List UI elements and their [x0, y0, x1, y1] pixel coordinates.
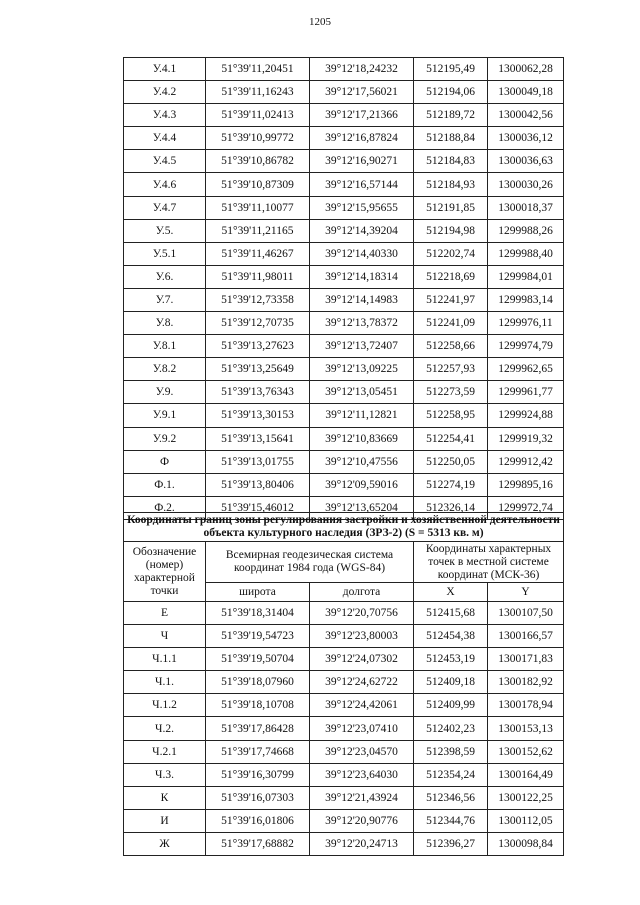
boundary-coordinates-table-continued — [123, 57, 564, 520]
x-coordinate-cell: 512354,24 — [414, 763, 488, 786]
y-coordinate-cell: 1299924,88 — [488, 404, 564, 427]
table-row — [124, 335, 564, 358]
point-id-cell: У.9. — [124, 381, 206, 404]
longitude-cell: 39°12'23,64030 — [310, 763, 414, 786]
x-coordinate-cell: 512258,95 — [414, 404, 488, 427]
y-coordinate-cell: 1299988,40 — [488, 242, 564, 265]
x-coordinate-cell: 512189,72 — [414, 104, 488, 127]
x-coordinate-cell: 512402,23 — [414, 717, 488, 740]
latitude-cell: 51°39'13,27623 — [206, 335, 310, 358]
longitude-cell: 39°12'10,47556 — [310, 450, 414, 473]
point-id-cell: У.9.1 — [124, 404, 206, 427]
point-id-cell: У.4.4 — [124, 127, 206, 150]
longitude-cell: 39°12'18,24232 — [310, 58, 414, 81]
latitude-cell: 51°39'10,87309 — [206, 173, 310, 196]
y-coordinate-cell: 1300164,49 — [488, 763, 564, 786]
table-row — [124, 196, 564, 219]
table-row — [124, 127, 564, 150]
latitude-cell: 51°39'10,99772 — [206, 127, 310, 150]
x-coordinate-cell: 512274,19 — [414, 473, 488, 496]
latitude-cell: 51°39'17,68882 — [206, 832, 310, 855]
longitude-cell: 39°12'20,70756 — [310, 602, 414, 625]
y-coordinate-cell: 1300178,94 — [488, 694, 564, 717]
y-coordinate-cell: 1299988,26 — [488, 219, 564, 242]
latitude-cell: 51°39'11,02413 — [206, 104, 310, 127]
point-id-cell: У.6. — [124, 265, 206, 288]
longitude-cell: 39°12'23,04570 — [310, 740, 414, 763]
latitude-cell: 51°39'19,50704 — [206, 648, 310, 671]
latitude-cell: 51°39'18,31404 — [206, 602, 310, 625]
table-row — [124, 450, 564, 473]
table-row — [124, 427, 564, 450]
longitude-cell: 39°12'15,95655 — [310, 196, 414, 219]
y-coordinate-cell: 1300166,57 — [488, 625, 564, 648]
x-coordinate-cell: 512257,93 — [414, 358, 488, 381]
latitude-cell: 51°39'16,30799 — [206, 763, 310, 786]
x-header: X — [414, 583, 488, 602]
zrz2-coordinates-table — [123, 512, 564, 856]
point-id-cell: Ф.1. — [124, 473, 206, 496]
table-row — [124, 473, 564, 496]
latitude-cell: 51°39'18,07960 — [206, 671, 310, 694]
y-coordinate-cell: 1299962,65 — [488, 358, 564, 381]
point-id-cell: У.4.5 — [124, 150, 206, 173]
y-coordinate-cell: 1300042,56 — [488, 104, 564, 127]
longitude-cell: 39°12'11,12821 — [310, 404, 414, 427]
y-coordinate-cell: 1299919,32 — [488, 427, 564, 450]
x-coordinate-cell: 512415,68 — [414, 602, 488, 625]
x-coordinate-cell: 512454,38 — [414, 625, 488, 648]
y-coordinate-cell: 1299895,16 — [488, 473, 564, 496]
latitude-cell: 51°39'17,86428 — [206, 717, 310, 740]
y-coordinate-cell: 1300049,18 — [488, 81, 564, 104]
x-coordinate-cell: 512258,66 — [414, 335, 488, 358]
longitude-cell: 39°12'17,56021 — [310, 81, 414, 104]
table-row — [124, 694, 564, 717]
point-id-cell: У.4.3 — [124, 104, 206, 127]
point-id-cell: Ч — [124, 625, 206, 648]
longitude-cell: 39°12'20,90776 — [310, 809, 414, 832]
longitude-cell: 39°12'14,18314 — [310, 265, 414, 288]
latitude-cell: 51°39'13,01755 — [206, 450, 310, 473]
y-coordinate-cell: 1300122,25 — [488, 786, 564, 809]
longitude-cell: 39°12'24,62722 — [310, 671, 414, 694]
point-id-cell: Ф.2. — [124, 496, 206, 519]
latitude-cell: 51°39'12,70735 — [206, 312, 310, 335]
table-row — [124, 809, 564, 832]
y-header: Y — [488, 583, 564, 602]
latitude-cell: 51°39'16,07303 — [206, 786, 310, 809]
x-coordinate-cell: 512241,09 — [414, 312, 488, 335]
table-row — [124, 288, 564, 311]
table-row — [124, 219, 564, 242]
latitude-cell: 51°39'17,74668 — [206, 740, 310, 763]
x-coordinate-cell: 512409,99 — [414, 694, 488, 717]
table-row — [124, 671, 564, 694]
point-id-cell: У.7. — [124, 288, 206, 311]
latitude-cell: 51°39'16,01806 — [206, 809, 310, 832]
longitude-cell: 39°12'17,21366 — [310, 104, 414, 127]
longitude-cell: 39°12'21,43924 — [310, 786, 414, 809]
table-body — [124, 58, 564, 520]
point-id-cell: Ч.1.1 — [124, 648, 206, 671]
y-coordinate-cell: 1300112,05 — [488, 809, 564, 832]
point-id-cell: У.5. — [124, 219, 206, 242]
table-row — [124, 404, 564, 427]
point-id-cell: У.5.1 — [124, 242, 206, 265]
y-coordinate-cell: 1299972,74 — [488, 496, 564, 519]
longitude-cell: 39°12'13,65204 — [310, 496, 414, 519]
y-coordinate-cell: 1300062,28 — [488, 58, 564, 81]
y-coordinate-cell: 1299912,42 — [488, 450, 564, 473]
longitude-cell: 39°12'14,14983 — [310, 288, 414, 311]
latitude-cell: 51°39'12,73358 — [206, 288, 310, 311]
x-coordinate-cell: 512453,19 — [414, 648, 488, 671]
x-coordinate-cell: 512254,41 — [414, 427, 488, 450]
x-coordinate-cell: 512346,56 — [414, 786, 488, 809]
longitude-cell: 39°12'13,78372 — [310, 312, 414, 335]
table-row — [124, 740, 564, 763]
latitude-cell: 51°39'11,10077 — [206, 196, 310, 219]
latitude-cell: 51°39'11,20451 — [206, 58, 310, 81]
y-coordinate-cell: 1300107,50 — [488, 602, 564, 625]
x-coordinate-cell: 512241,97 — [414, 288, 488, 311]
y-coordinate-cell: 1300152,62 — [488, 740, 564, 763]
latitude-cell: 51°39'13,80406 — [206, 473, 310, 496]
table-row — [124, 104, 564, 127]
x-coordinate-cell: 512184,83 — [414, 150, 488, 173]
point-id-cell: Ч.3. — [124, 763, 206, 786]
x-coordinate-cell: 512188,84 — [414, 127, 488, 150]
table-row — [124, 173, 564, 196]
x-coordinate-cell: 512191,85 — [414, 196, 488, 219]
point-id-cell: У.8.2 — [124, 358, 206, 381]
table-row — [124, 625, 564, 648]
latitude-cell: 51°39'13,30153 — [206, 404, 310, 427]
wgs84-header: Всемирная геодезическая система координат 1984 года (WGS-84) — [206, 542, 414, 583]
point-id-cell: У.8. — [124, 312, 206, 335]
latitude-cell: 51°39'13,25649 — [206, 358, 310, 381]
point-id-cell: Ф — [124, 450, 206, 473]
y-coordinate-cell: 1300182,92 — [488, 671, 564, 694]
point-id-cell: И — [124, 809, 206, 832]
point-id-cell: У.8.1 — [124, 335, 206, 358]
longitude-cell: 39°12'13,05451 — [310, 381, 414, 404]
table-row — [124, 648, 564, 671]
longitude-cell: 39°12'09,59016 — [310, 473, 414, 496]
x-coordinate-cell: 512218,69 — [414, 265, 488, 288]
longitude-cell: 39°12'16,90271 — [310, 150, 414, 173]
page-number: 1205 — [309, 16, 331, 28]
latitude-cell: 51°39'18,10708 — [206, 694, 310, 717]
x-coordinate-cell: 512398,59 — [414, 740, 488, 763]
table-row — [124, 786, 564, 809]
x-coordinate-cell: 512194,06 — [414, 81, 488, 104]
table-row — [124, 58, 564, 81]
point-id-cell: Ч.1.2 — [124, 694, 206, 717]
longitude-cell: 39°12'20,24713 — [310, 832, 414, 855]
table-row — [124, 717, 564, 740]
point-id-cell: Ж — [124, 832, 206, 855]
point-designation-header: Обозначение (номер) характерной точки — [124, 542, 206, 602]
table-row — [124, 242, 564, 265]
latitude-cell: 51°39'11,98011 — [206, 265, 310, 288]
longitude-cell: 39°12'16,87824 — [310, 127, 414, 150]
x-coordinate-cell: 512396,27 — [414, 832, 488, 855]
y-coordinate-cell: 1300171,83 — [488, 648, 564, 671]
y-coordinate-cell: 1300153,13 — [488, 717, 564, 740]
x-coordinate-cell: 512344,76 — [414, 809, 488, 832]
table-row — [124, 81, 564, 104]
x-coordinate-cell: 512184,93 — [414, 173, 488, 196]
latitude-cell: 51°39'11,46267 — [206, 242, 310, 265]
longitude-cell: 39°12'16,57144 — [310, 173, 414, 196]
y-coordinate-cell: 1299984,01 — [488, 265, 564, 288]
y-coordinate-cell: 1299974,79 — [488, 335, 564, 358]
y-coordinate-cell: 1300098,84 — [488, 832, 564, 855]
latitude-header: широта — [206, 583, 310, 602]
longitude-cell: 39°12'13,09225 — [310, 358, 414, 381]
latitude-cell: 51°39'19,54723 — [206, 625, 310, 648]
point-id-cell: Е — [124, 602, 206, 625]
y-coordinate-cell: 1300036,63 — [488, 150, 564, 173]
point-id-cell: У.4.1 — [124, 58, 206, 81]
latitude-cell: 51°39'15,46012 — [206, 496, 310, 519]
longitude-cell: 39°12'14,40330 — [310, 242, 414, 265]
x-coordinate-cell: 512409,18 — [414, 671, 488, 694]
table-row — [124, 265, 564, 288]
latitude-cell: 51°39'11,21165 — [206, 219, 310, 242]
longitude-cell: 39°12'14,39204 — [310, 219, 414, 242]
table-row — [124, 358, 564, 381]
point-id-cell: У.4.7 — [124, 196, 206, 219]
x-coordinate-cell: 512250,05 — [414, 450, 488, 473]
x-coordinate-cell: 512326,14 — [414, 496, 488, 519]
y-coordinate-cell: 1299961,77 — [488, 381, 564, 404]
x-coordinate-cell: 512195,49 — [414, 58, 488, 81]
latitude-cell: 51°39'13,76343 — [206, 381, 310, 404]
longitude-cell: 39°12'23,80003 — [310, 625, 414, 648]
point-id-cell: У.4.2 — [124, 81, 206, 104]
longitude-cell: 39°12'23,07410 — [310, 717, 414, 740]
y-coordinate-cell: 1300036,12 — [488, 127, 564, 150]
y-coordinate-cell: 1300030,26 — [488, 173, 564, 196]
latitude-cell: 51°39'11,16243 — [206, 81, 310, 104]
table-row — [124, 763, 564, 786]
point-id-cell: У.9.2 — [124, 427, 206, 450]
longitude-cell: 39°12'24,42061 — [310, 694, 414, 717]
x-coordinate-cell: 512202,74 — [414, 242, 488, 265]
longitude-cell: 39°12'10,83669 — [310, 427, 414, 450]
table-body — [124, 602, 564, 856]
longitude-header: долгота — [310, 583, 414, 602]
x-coordinate-cell: 512194,98 — [414, 219, 488, 242]
latitude-cell: 51°39'13,15641 — [206, 427, 310, 450]
table-row — [124, 150, 564, 173]
x-coordinate-cell: 512273,59 — [414, 381, 488, 404]
point-id-cell: Ч.1. — [124, 671, 206, 694]
table-row — [124, 381, 564, 404]
table-title: Координаты границ зоны регулирования застройки и хозяйственной деятельности объекта культурного наследия (ЗРЗ-2) (S = 5313 кв. м) — [124, 513, 564, 542]
point-id-cell: Ч.2. — [124, 717, 206, 740]
y-coordinate-cell: 1299983,14 — [488, 288, 564, 311]
point-id-cell: Ч.2.1 — [124, 740, 206, 763]
table-row — [124, 602, 564, 625]
y-coordinate-cell: 1299976,11 — [488, 312, 564, 335]
msk36-header: Координаты характерных точек в местной системе координат (МСК-36) — [414, 542, 564, 583]
table-row — [124, 832, 564, 855]
longitude-cell: 39°12'24,07302 — [310, 648, 414, 671]
y-coordinate-cell: 1300018,37 — [488, 196, 564, 219]
point-id-cell: К — [124, 786, 206, 809]
latitude-cell: 51°39'10,86782 — [206, 150, 310, 173]
table-row — [124, 312, 564, 335]
longitude-cell: 39°12'13,72407 — [310, 335, 414, 358]
point-id-cell: У.4.6 — [124, 173, 206, 196]
